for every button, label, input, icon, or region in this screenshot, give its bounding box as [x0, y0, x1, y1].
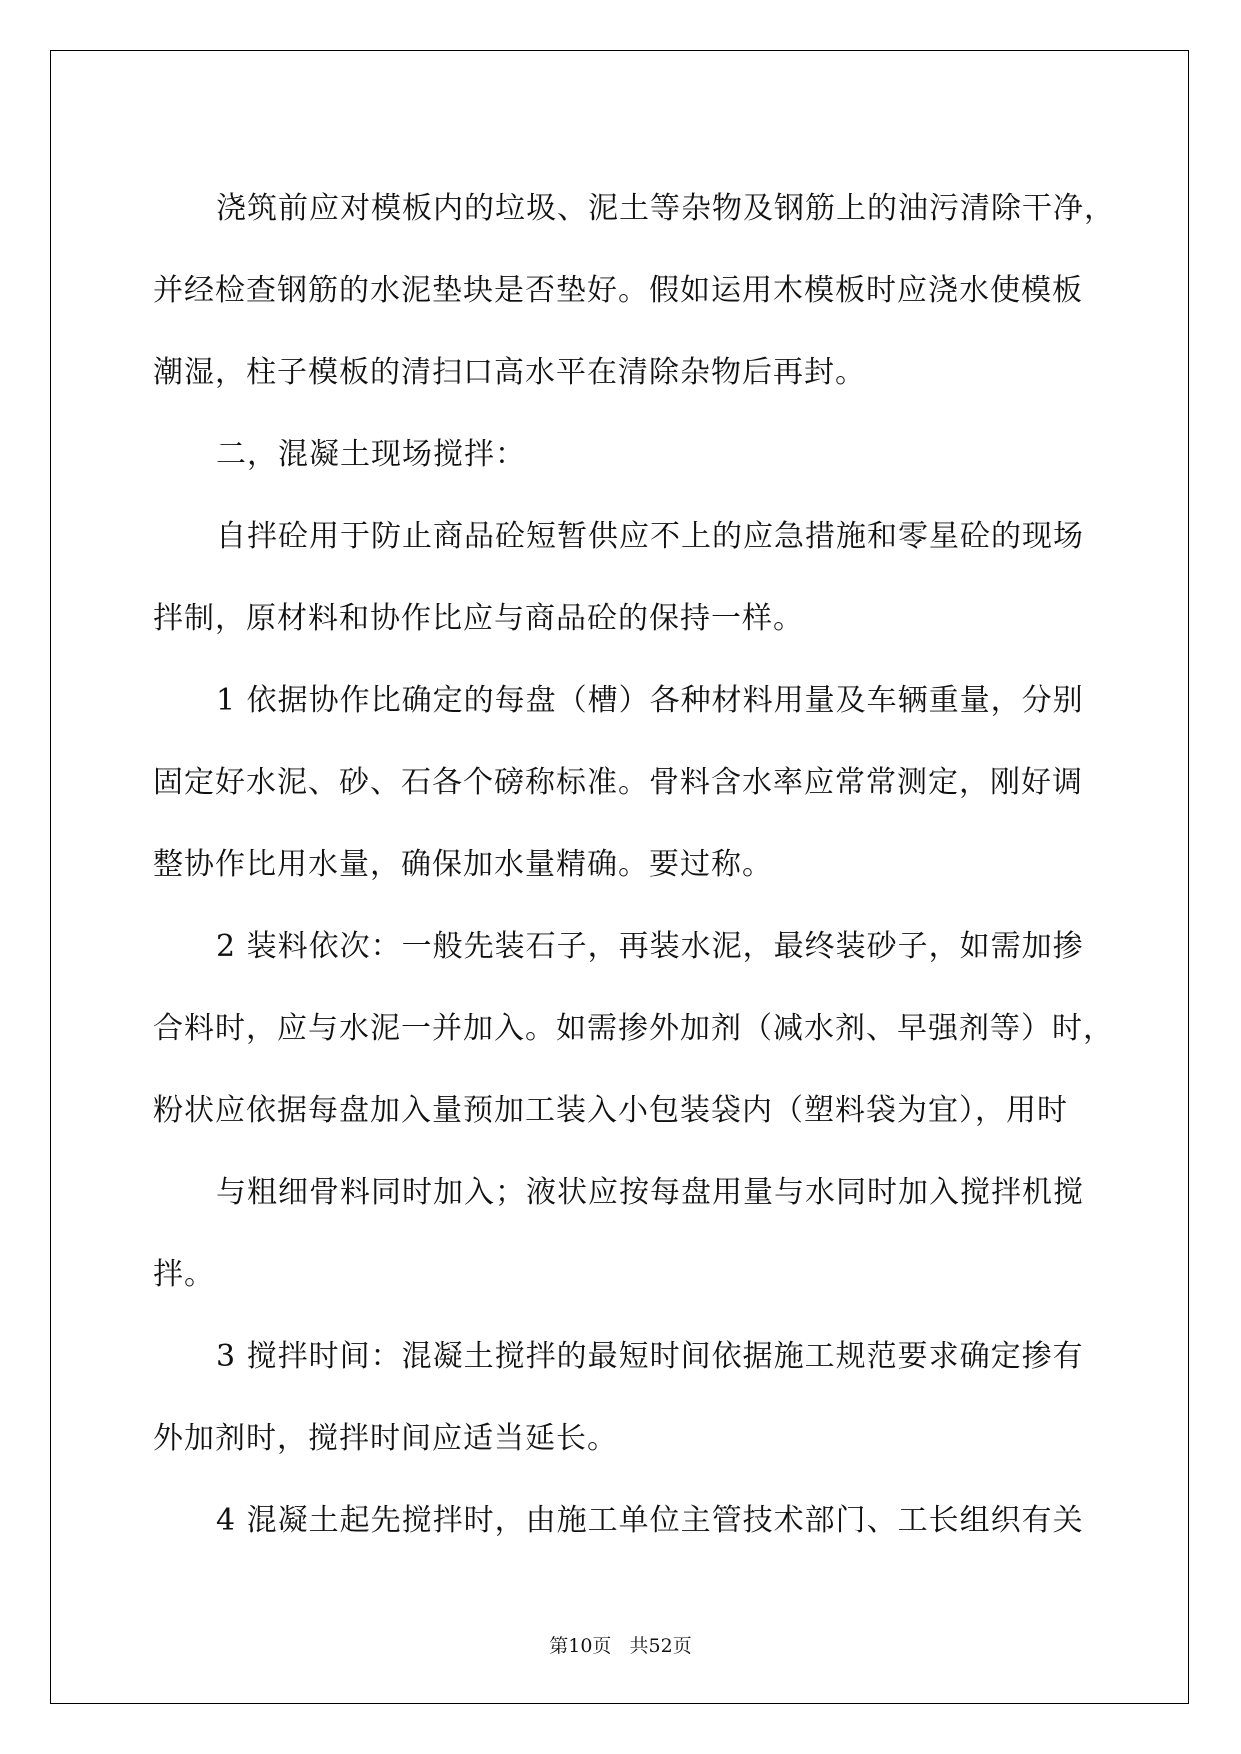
text-line: 4 混凝土起先搅拌时，由施工单位主管技术部门、工长组织有关	[216, 1503, 1084, 1538]
page-footer	[0, 1631, 1241, 1658]
text-line: 潮湿，柱子模板的清扫口高水平在清除杂物后再封。	[153, 355, 866, 390]
text-line: 浇筑前应对模板内的垃圾、泥土等杂物及钢筋上的油污清除干净，	[216, 191, 1115, 226]
text-line: 3 搅拌时间：混凝土搅拌的最短时间依据施工规范要求确定掺有	[216, 1339, 1084, 1374]
text-line: 1 依据协作比确定的每盘（槽）各种材料用量及车辆重量，分别	[216, 683, 1084, 718]
page-number: 第10页 共52页	[549, 1635, 692, 1657]
text-line: 拌制，原材料和协作比应与商品砼的保持一样。	[153, 601, 804, 636]
text-line: 与粗细骨料同时加入；液状应按每盘用量与水同时加入搅拌机搅	[216, 1175, 1084, 1210]
text-line: 固定好水泥、砂、石各个磅称标准。骨料含水率应常常测定，刚好调	[153, 765, 1083, 800]
text-line: 2 装料依次：一般先装石子，再装水泥，最终装砂子，如需加掺	[216, 929, 1084, 964]
text-line: 自拌砼用于防止商品砼短暂供应不上的应急措施和零星砼的现场	[216, 519, 1084, 554]
section-heading: 二，混凝土现场搅拌：	[216, 437, 526, 472]
text-line: 拌。	[153, 1257, 215, 1292]
text-line: 粉状应依据每盘加入量预加工装入小包装袋内（塑料袋为宜），用时	[153, 1093, 1068, 1128]
text-line: 并经检查钢筋的水泥垫块是否垫好。假如运用木模板时应浇水使模板	[153, 273, 1083, 308]
text-line: 外加剂时，搅拌时间应适当延长。	[153, 1421, 618, 1456]
text-line: 合料时，应与水泥一并加入。如需掺外加剂（减水剂、早强剂等）时，	[153, 1011, 1114, 1046]
text-line: 整协作比用水量，确保加水量精确。要过称。	[153, 847, 773, 882]
document-body	[153, 168, 1115, 1562]
